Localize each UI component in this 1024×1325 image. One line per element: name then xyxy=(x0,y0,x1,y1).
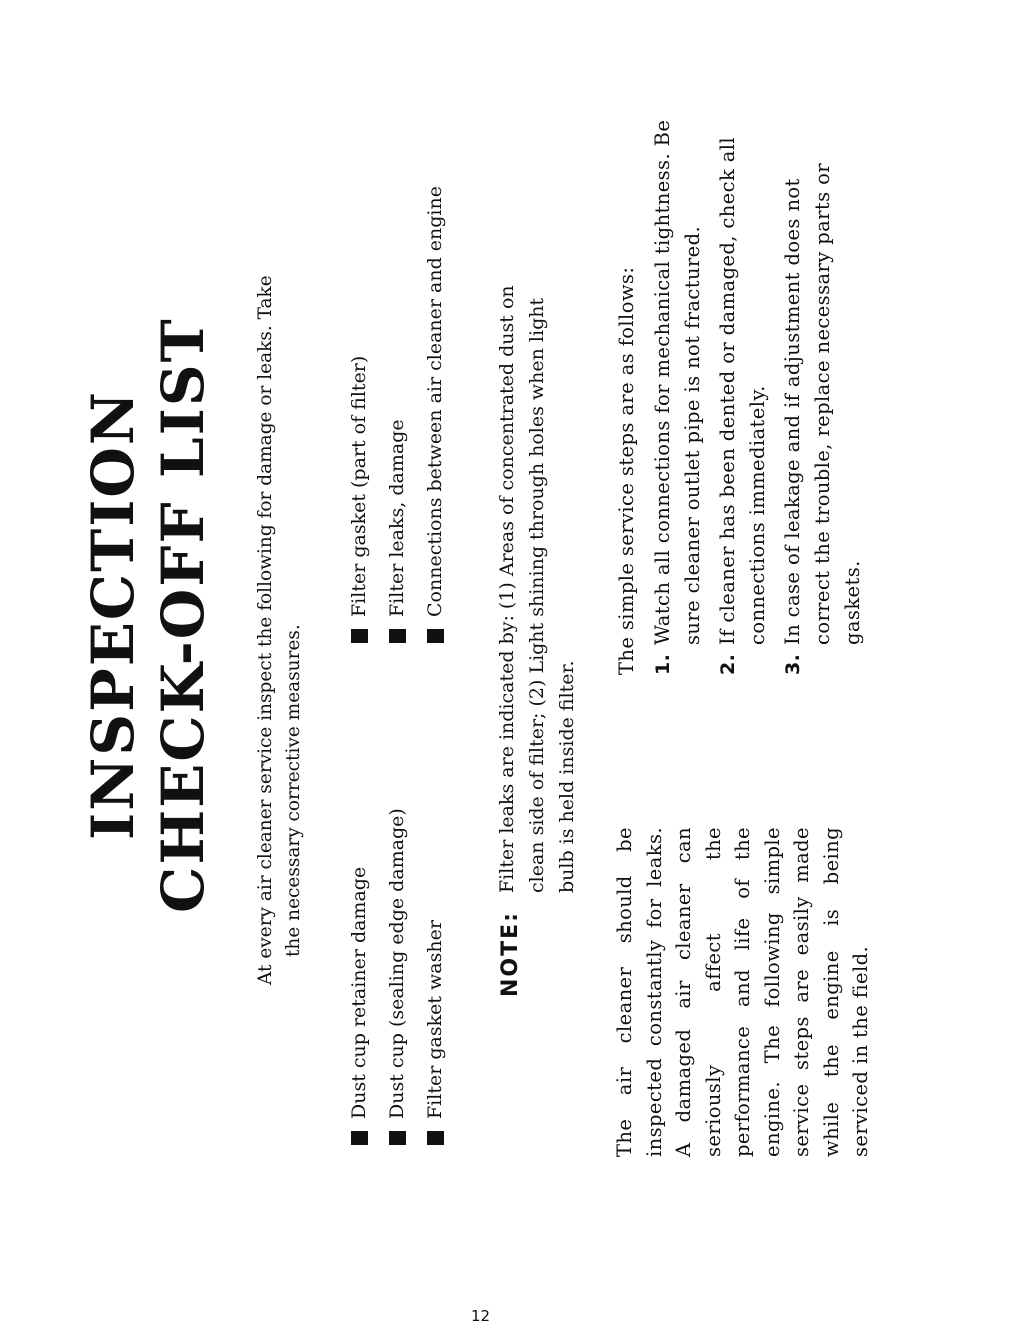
checklist-item xyxy=(340,808,378,1145)
note-label: NOTE: xyxy=(498,911,523,997)
step-number: 3. xyxy=(782,653,804,675)
title-line-1: INSPECTION xyxy=(79,390,147,840)
checklist-item-label: Dust cup retainer damage xyxy=(348,866,370,1119)
bullet-square-icon xyxy=(389,1131,406,1145)
bullet-square-icon xyxy=(351,1131,368,1145)
checklist-left xyxy=(340,808,454,1145)
step-text: If cleaner has been dented or damaged, check all connections immediately. xyxy=(716,136,769,645)
checklist-item-label: Filter gasket (part of filter) xyxy=(348,355,370,617)
checklist-item-label: Connections between air cleaner and engine xyxy=(424,186,446,617)
page-number: 12 xyxy=(471,1307,491,1325)
checklist-item-label: Dust cup (sealing edge damage) xyxy=(386,808,408,1119)
service-steps xyxy=(612,115,873,675)
page-title xyxy=(78,235,218,995)
checklist-item-label: Filter leaks, damage xyxy=(386,419,408,617)
step-number: 1. xyxy=(652,653,674,675)
step-item xyxy=(713,115,773,675)
checklist-item xyxy=(378,808,416,1145)
bullet-square-icon xyxy=(389,629,406,643)
step-item xyxy=(778,115,868,675)
body-paragraph: The air cleaner should be inspected constantly for leaks. A damaged air cleaner can seriously affect the performance and life of the engine. The following simple service steps are easily made while the engine is being serviced in the field. xyxy=(613,827,872,1157)
checklist-item xyxy=(416,808,454,1145)
step-number: 2. xyxy=(717,653,739,675)
step-item xyxy=(648,115,708,675)
checklist-item xyxy=(340,186,378,643)
title-line-2: CHECK-OFF LIST xyxy=(149,317,217,913)
step-text: In case of leakage and if adjustment does not correct the trouble, replace necessary parts or gaskets. xyxy=(781,163,864,645)
checklist-item xyxy=(378,186,416,643)
bullet-square-icon xyxy=(351,629,368,643)
note-text: Filter leaks are indicated by: (1) Areas of concentrated dust on clean side of filter; (2) Light shining through holes when light bulb is held inside filter. xyxy=(496,285,578,893)
checklist-item-label: Filter gasket washer xyxy=(424,920,446,1119)
steps-intro: The simple service steps are as follows: xyxy=(615,266,638,675)
step-text: Watch all connections for mechanical tightness. Be sure cleaner outlet pipe is not fractured. xyxy=(651,119,704,645)
bullet-square-icon xyxy=(427,1131,444,1145)
checklist-item xyxy=(416,186,454,643)
checklist-right xyxy=(340,186,454,643)
bullet-square-icon xyxy=(427,629,444,643)
intro-paragraph: At every air cleaner service inspect the following for damage or leaks. Take the necessary corrective measures. xyxy=(255,275,304,985)
note-block xyxy=(492,257,582,997)
